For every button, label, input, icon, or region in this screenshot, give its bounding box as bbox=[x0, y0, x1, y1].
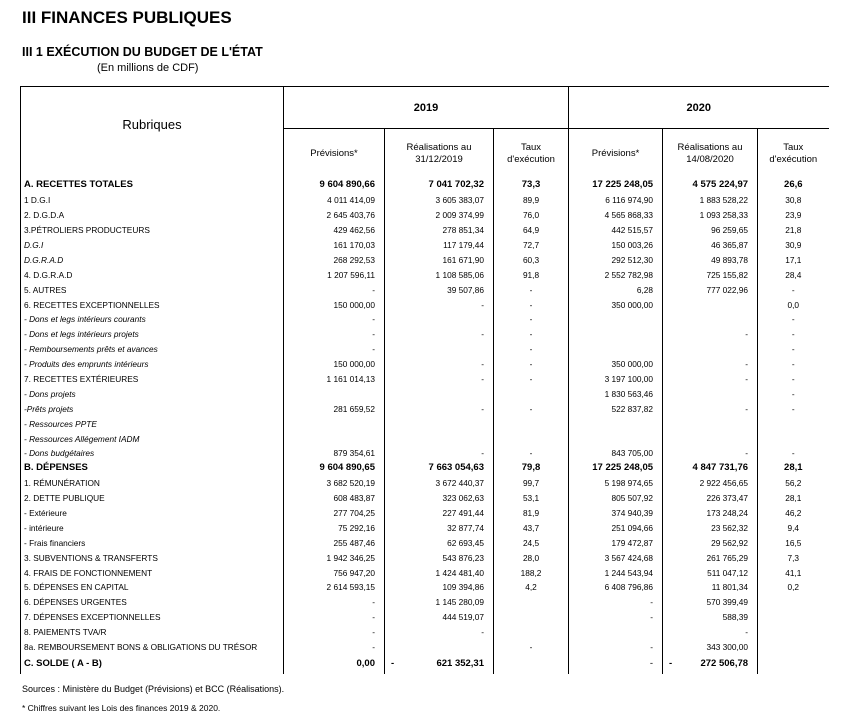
year-2020-header: 2020 bbox=[569, 87, 829, 129]
cell-t20: - bbox=[758, 327, 829, 342]
cell-r20: - bbox=[663, 327, 758, 342]
cell-r20: 23 562,32 bbox=[663, 520, 758, 535]
unit-note: (En millions de CDF) bbox=[97, 62, 199, 74]
cell-t20: 7,3 bbox=[758, 550, 829, 565]
cell-p20: 3 567 424,68 bbox=[569, 550, 663, 565]
cell-t20 bbox=[758, 431, 829, 446]
cell-r19 bbox=[385, 416, 494, 431]
cell-p19: - bbox=[284, 282, 385, 297]
cell-t20: - bbox=[758, 312, 829, 327]
cell-r20: - bbox=[663, 625, 758, 640]
cell-r19: 3 605 383,07 bbox=[385, 193, 494, 208]
cell-t20: 17,1 bbox=[758, 252, 829, 267]
total-r19-dash: - bbox=[391, 658, 395, 669]
rubriques-header: Rubriques bbox=[21, 87, 284, 179]
cell-t19: - bbox=[494, 401, 569, 416]
row-label: - Dons et legs intérieurs courants bbox=[21, 312, 284, 327]
cell-r19: 161 671,90 bbox=[385, 252, 494, 267]
cell-t20: 0,0 bbox=[758, 297, 829, 312]
cell-t20: 41,1 bbox=[758, 565, 829, 580]
table-row bbox=[21, 327, 829, 342]
cell-p19: 3 682 520,19 bbox=[284, 476, 385, 491]
total-row bbox=[21, 655, 829, 674]
cell-r20: 1 883 528,22 bbox=[663, 193, 758, 208]
cell-p19: 608 483,87 bbox=[284, 491, 385, 506]
cell-r19: - bbox=[385, 401, 494, 416]
table-row bbox=[21, 446, 829, 461]
cell-p20 bbox=[569, 327, 663, 342]
cell-t19 bbox=[494, 416, 569, 431]
cell-t20: 30,8 bbox=[758, 193, 829, 208]
row-label: 7. RECETTES EXTÉRIEURES bbox=[21, 372, 284, 387]
header-year-row bbox=[21, 87, 829, 129]
cell-p19: - bbox=[284, 342, 385, 357]
cell-p20 bbox=[569, 431, 663, 446]
table-row bbox=[21, 610, 829, 625]
cell-p19: 150 000,00 bbox=[284, 297, 385, 312]
cell-t20 bbox=[758, 625, 829, 640]
cell-r20: 96 259,65 bbox=[663, 223, 758, 238]
cell-t19: 43,7 bbox=[494, 520, 569, 535]
cell-p19: 1 161 014,13 bbox=[284, 372, 385, 387]
cell-p20: - bbox=[569, 610, 663, 625]
cell-t19: 64,9 bbox=[494, 223, 569, 238]
cell-t20: - bbox=[758, 372, 829, 387]
cell-r19: 323 062,63 bbox=[385, 491, 494, 506]
cell-p19: - bbox=[284, 640, 385, 655]
cell-r20: 46 365,87 bbox=[663, 238, 758, 253]
footnote: * Chiffres suivant les Lois des finances 2019 & 2020. bbox=[22, 703, 221, 713]
row-label: - Ressources Allégement IADM bbox=[21, 431, 284, 446]
cell-t19: - bbox=[494, 282, 569, 297]
total-r20-value: 272 506,78 bbox=[700, 658, 749, 669]
cell-p19: - bbox=[284, 625, 385, 640]
row-label: - Extérieure bbox=[21, 506, 284, 521]
cell-p20: 179 472,87 bbox=[569, 535, 663, 550]
cell-t20: - bbox=[758, 342, 829, 357]
table-row bbox=[21, 267, 829, 282]
cell-p20: 350 000,00 bbox=[569, 357, 663, 372]
cell-t20: 9,4 bbox=[758, 520, 829, 535]
row-label: A. RECETTES TOTALES bbox=[21, 178, 284, 193]
table-body bbox=[21, 178, 829, 674]
table-row bbox=[21, 297, 829, 312]
taux-2019-header: Taux d'exécution bbox=[494, 129, 569, 179]
cell-p20: 843 705,00 bbox=[569, 446, 663, 461]
total-r20 bbox=[663, 655, 758, 674]
budget-table bbox=[20, 86, 829, 674]
row-label: 6. RECETTES EXCEPTIONNELLES bbox=[21, 297, 284, 312]
row-label: 4. FRAIS DE FONCTIONNEMENT bbox=[21, 565, 284, 580]
cell-p19: - bbox=[284, 610, 385, 625]
table-row bbox=[21, 640, 829, 655]
cell-r20: 173 248,24 bbox=[663, 506, 758, 521]
total-p19: 0,00 bbox=[284, 655, 385, 674]
cell-r19: 2 009 374,99 bbox=[385, 208, 494, 223]
cell-p19: 429 462,56 bbox=[284, 223, 385, 238]
table-row bbox=[21, 625, 829, 640]
cell-r19 bbox=[385, 640, 494, 655]
cell-p20: - bbox=[569, 595, 663, 610]
cell-t19: - bbox=[494, 372, 569, 387]
cell-r19: 1 145 280,09 bbox=[385, 595, 494, 610]
row-label: 5. DÉPENSES EN CAPITAL bbox=[21, 580, 284, 595]
cell-p19: 1 942 346,25 bbox=[284, 550, 385, 565]
cell-p19: 1 207 596,11 bbox=[284, 267, 385, 282]
cell-r19: - bbox=[385, 357, 494, 372]
cell-r20 bbox=[663, 312, 758, 327]
row-label: - Dons budgétaires bbox=[21, 446, 284, 461]
cell-r19: - bbox=[385, 327, 494, 342]
cell-t19: 4,2 bbox=[494, 580, 569, 595]
cell-p20: 251 094,66 bbox=[569, 520, 663, 535]
cell-t20: - bbox=[758, 446, 829, 461]
row-label: - Remboursements prêts et avances bbox=[21, 342, 284, 357]
cell-t20: 28,1 bbox=[758, 491, 829, 506]
table-row bbox=[21, 312, 829, 327]
cell-t20: 28,4 bbox=[758, 267, 829, 282]
cell-t20 bbox=[758, 416, 829, 431]
table-row bbox=[21, 550, 829, 565]
cell-p20: 1 244 543,94 bbox=[569, 565, 663, 580]
table-row bbox=[21, 223, 829, 238]
cell-p19 bbox=[284, 416, 385, 431]
cell-p20: 6 116 974,90 bbox=[569, 193, 663, 208]
table-row bbox=[21, 178, 829, 193]
cell-r19: 32 877,74 bbox=[385, 520, 494, 535]
cell-r20: - bbox=[663, 372, 758, 387]
cell-p20: 6 408 796,86 bbox=[569, 580, 663, 595]
table-row bbox=[21, 595, 829, 610]
cell-r20: 261 765,29 bbox=[663, 550, 758, 565]
cell-t20: 30,9 bbox=[758, 238, 829, 253]
cell-r20: 343 300,00 bbox=[663, 640, 758, 655]
cell-t19: 28,0 bbox=[494, 550, 569, 565]
row-label: 5. AUTRES bbox=[21, 282, 284, 297]
year-2019-header: 2019 bbox=[284, 87, 569, 129]
cell-p19: 2 614 593,15 bbox=[284, 580, 385, 595]
cell-r19: - bbox=[385, 297, 494, 312]
cell-t19: 81,9 bbox=[494, 506, 569, 521]
cell-t19: 72,7 bbox=[494, 238, 569, 253]
cell-r20: - bbox=[663, 446, 758, 461]
cell-t19 bbox=[494, 610, 569, 625]
table-row bbox=[21, 208, 829, 223]
cell-t20: - bbox=[758, 357, 829, 372]
table-row bbox=[21, 386, 829, 401]
cell-p20: 5 198 974,65 bbox=[569, 476, 663, 491]
cell-r20: 4 847 731,76 bbox=[663, 461, 758, 476]
previsions-2020-header: Prévisions* bbox=[569, 129, 663, 179]
total-t19 bbox=[494, 655, 569, 674]
row-label: D.G.R.A.D bbox=[21, 252, 284, 267]
cell-t19: 24,5 bbox=[494, 535, 569, 550]
cell-t20: 23,9 bbox=[758, 208, 829, 223]
cell-p19: 161 170,03 bbox=[284, 238, 385, 253]
cell-r19: 278 851,34 bbox=[385, 223, 494, 238]
cell-r19 bbox=[385, 312, 494, 327]
table-row bbox=[21, 520, 829, 535]
cell-r20: 4 575 224,97 bbox=[663, 178, 758, 193]
cell-r20: - bbox=[663, 401, 758, 416]
cell-t20: - bbox=[758, 386, 829, 401]
cell-t19 bbox=[494, 595, 569, 610]
table-title: III 1 EXÉCUTION DU BUDGET DE L'ÉTAT bbox=[22, 45, 263, 59]
cell-p20: 522 837,82 bbox=[569, 401, 663, 416]
cell-t19: 188,2 bbox=[494, 565, 569, 580]
cell-r20: 777 022,96 bbox=[663, 282, 758, 297]
cell-p19: 150 000,00 bbox=[284, 357, 385, 372]
cell-r19 bbox=[385, 342, 494, 357]
cell-r19: 1 108 585,06 bbox=[385, 267, 494, 282]
cell-r19: 39 507,86 bbox=[385, 282, 494, 297]
cell-r19: 1 424 481,40 bbox=[385, 565, 494, 580]
cell-r20: 511 047,12 bbox=[663, 565, 758, 580]
cell-t19 bbox=[494, 431, 569, 446]
cell-r19: - bbox=[385, 372, 494, 387]
cell-r20: 11 801,34 bbox=[663, 580, 758, 595]
cell-r20 bbox=[663, 342, 758, 357]
previsions-2019-header: Prévisions* bbox=[284, 129, 385, 179]
cell-p19 bbox=[284, 386, 385, 401]
cell-p20: 442 515,57 bbox=[569, 223, 663, 238]
cell-r19: 117 179,44 bbox=[385, 238, 494, 253]
cell-t19: 99,7 bbox=[494, 476, 569, 491]
cell-t20: 16,5 bbox=[758, 535, 829, 550]
cell-r19: 109 394,86 bbox=[385, 580, 494, 595]
table-row bbox=[21, 372, 829, 387]
cell-r20: 49 893,78 bbox=[663, 252, 758, 267]
cell-t20: - bbox=[758, 401, 829, 416]
cell-p20: 6,28 bbox=[569, 282, 663, 297]
cell-r19 bbox=[385, 386, 494, 401]
row-label: - Produits des emprunts intérieurs bbox=[21, 357, 284, 372]
cell-r20 bbox=[663, 297, 758, 312]
cell-r20: 29 562,92 bbox=[663, 535, 758, 550]
cell-t20 bbox=[758, 610, 829, 625]
cell-r20: 2 922 456,65 bbox=[663, 476, 758, 491]
row-label: 8a. REMBOURSEMENT BONS & OBLIGATIONS DU TRÉSOR bbox=[21, 640, 284, 655]
cell-p19: 268 292,53 bbox=[284, 252, 385, 267]
cell-t20: 56,2 bbox=[758, 476, 829, 491]
cell-t20 bbox=[758, 595, 829, 610]
row-label: - intérieure bbox=[21, 520, 284, 535]
row-label: 7. DÉPENSES EXCEPTIONNELLES bbox=[21, 610, 284, 625]
cell-t19: - bbox=[494, 297, 569, 312]
table-row bbox=[21, 193, 829, 208]
cell-t19: - bbox=[494, 327, 569, 342]
cell-r20: 226 373,47 bbox=[663, 491, 758, 506]
table-row bbox=[21, 476, 829, 491]
cell-t19 bbox=[494, 625, 569, 640]
cell-r19: 7 663 054,63 bbox=[385, 461, 494, 476]
row-label: 3.PÉTROLIERS PRODUCTEURS bbox=[21, 223, 284, 238]
cell-t19: 79,8 bbox=[494, 461, 569, 476]
cell-p19: - bbox=[284, 312, 385, 327]
cell-r19: 227 491,44 bbox=[385, 506, 494, 521]
cell-t20: 46,2 bbox=[758, 506, 829, 521]
cell-t19: 73,3 bbox=[494, 178, 569, 193]
row-label: - Frais financiers bbox=[21, 535, 284, 550]
cell-p19: 9 604 890,66 bbox=[284, 178, 385, 193]
cell-p19: 75 292,16 bbox=[284, 520, 385, 535]
cell-r20: 725 155,82 bbox=[663, 267, 758, 282]
sources-note: Sources : Ministère du Budget (Prévisions) et BCC (Réalisations). bbox=[22, 684, 285, 694]
realisations-2020-header: Réalisations au 14/08/2020 bbox=[663, 129, 758, 179]
cell-t19: - bbox=[494, 446, 569, 461]
cell-p19: - bbox=[284, 327, 385, 342]
table-row bbox=[21, 357, 829, 372]
cell-t20: 28,1 bbox=[758, 461, 829, 476]
cell-p20: 17 225 248,05 bbox=[569, 178, 663, 193]
cell-p20: 292 512,30 bbox=[569, 252, 663, 267]
cell-p19: 756 947,20 bbox=[284, 565, 385, 580]
cell-r20: 570 399,49 bbox=[663, 595, 758, 610]
row-label: B. DÉPENSES bbox=[21, 461, 284, 476]
cell-p19: 277 704,25 bbox=[284, 506, 385, 521]
cell-t19: - bbox=[494, 357, 569, 372]
section-title: III FINANCES PUBLIQUES bbox=[22, 8, 232, 27]
cell-p20: 150 003,26 bbox=[569, 238, 663, 253]
cell-t19: - bbox=[494, 640, 569, 655]
cell-p20 bbox=[569, 342, 663, 357]
cell-r19: - bbox=[385, 625, 494, 640]
table-row bbox=[21, 416, 829, 431]
cell-t19: 53,1 bbox=[494, 491, 569, 506]
total-r19-value: 621 352,31 bbox=[436, 658, 484, 669]
cell-p20 bbox=[569, 312, 663, 327]
table-row bbox=[21, 535, 829, 550]
table-row bbox=[21, 491, 829, 506]
cell-p19: 281 659,52 bbox=[284, 401, 385, 416]
table-row bbox=[21, 238, 829, 253]
cell-p20: 350 000,00 bbox=[569, 297, 663, 312]
row-label: 2. D.G.D.A bbox=[21, 208, 284, 223]
cell-p20: 1 830 563,46 bbox=[569, 386, 663, 401]
cell-r19: 7 041 702,32 bbox=[385, 178, 494, 193]
cell-r19: 543 876,23 bbox=[385, 550, 494, 565]
cell-p19: 9 604 890,65 bbox=[284, 461, 385, 476]
cell-r20: 1 093 258,33 bbox=[663, 208, 758, 223]
table-row bbox=[21, 565, 829, 580]
cell-t19: - bbox=[494, 342, 569, 357]
row-label: 8. PAIEMENTS TVA/R bbox=[21, 625, 284, 640]
cell-p19: - bbox=[284, 595, 385, 610]
total-label: C. SOLDE ( A - B) bbox=[21, 655, 284, 674]
cell-p20: 3 197 100,00 bbox=[569, 372, 663, 387]
cell-t19: 60,3 bbox=[494, 252, 569, 267]
row-label: 3. SUBVENTIONS & TRANSFERTS bbox=[21, 550, 284, 565]
cell-p20: 17 225 248,05 bbox=[569, 461, 663, 476]
table-row bbox=[21, 461, 829, 476]
cell-p20: 374 940,39 bbox=[569, 506, 663, 521]
row-label: D.G.I bbox=[21, 238, 284, 253]
cell-r19 bbox=[385, 431, 494, 446]
row-label: 6. DÉPENSES URGENTES bbox=[21, 595, 284, 610]
cell-t19: - bbox=[494, 312, 569, 327]
cell-p20 bbox=[569, 625, 663, 640]
cell-t20: 0,2 bbox=[758, 580, 829, 595]
cell-p20: 805 507,92 bbox=[569, 491, 663, 506]
cell-t19: 91,8 bbox=[494, 267, 569, 282]
row-label: 2. DETTE PUBLIQUE bbox=[21, 491, 284, 506]
cell-r20: 588,39 bbox=[663, 610, 758, 625]
table-row bbox=[21, 252, 829, 267]
cell-p19 bbox=[284, 431, 385, 446]
cell-r20 bbox=[663, 416, 758, 431]
total-t20 bbox=[758, 655, 829, 674]
cell-p20: - bbox=[569, 640, 663, 655]
cell-p19: 4 011 414,09 bbox=[284, 193, 385, 208]
cell-r19: 3 672 440,37 bbox=[385, 476, 494, 491]
row-label: 4. D.G.R.A.D bbox=[21, 267, 284, 282]
row-label: 1 D.G.I bbox=[21, 193, 284, 208]
cell-t19: 76,0 bbox=[494, 208, 569, 223]
cell-t20: 26,6 bbox=[758, 178, 829, 193]
cell-r19: 62 693,45 bbox=[385, 535, 494, 550]
table-row bbox=[21, 342, 829, 357]
cell-p20: 2 552 782,98 bbox=[569, 267, 663, 282]
cell-p19: 879 354,61 bbox=[284, 446, 385, 461]
cell-r19: - bbox=[385, 446, 494, 461]
cell-p20: 4 565 868,33 bbox=[569, 208, 663, 223]
table-row bbox=[21, 431, 829, 446]
total-r19 bbox=[385, 655, 494, 674]
row-label: - Dons et legs intérieurs projets bbox=[21, 327, 284, 342]
row-label: 1. RÉMUNÉRATION bbox=[21, 476, 284, 491]
taux-2020-header: Taux d'exécution bbox=[758, 129, 829, 179]
cell-t19: 89,9 bbox=[494, 193, 569, 208]
cell-p19: 2 645 403,76 bbox=[284, 208, 385, 223]
cell-t19 bbox=[494, 386, 569, 401]
row-label: -Prêts projets bbox=[21, 401, 284, 416]
total-r20-dash: - bbox=[669, 658, 673, 669]
cell-t20 bbox=[758, 640, 829, 655]
table-row bbox=[21, 506, 829, 521]
total-p20: - bbox=[569, 655, 663, 674]
table-row bbox=[21, 580, 829, 595]
cell-t20: - bbox=[758, 282, 829, 297]
cell-r20 bbox=[663, 386, 758, 401]
cell-p19: 255 487,46 bbox=[284, 535, 385, 550]
table-row bbox=[21, 401, 829, 416]
table-row bbox=[21, 282, 829, 297]
cell-t20: 21,8 bbox=[758, 223, 829, 238]
cell-r20 bbox=[663, 431, 758, 446]
cell-r19: 444 519,07 bbox=[385, 610, 494, 625]
realisations-2019-header: Réalisations au 31/12/2019 bbox=[385, 129, 494, 179]
cell-p20 bbox=[569, 416, 663, 431]
cell-r20: - bbox=[663, 357, 758, 372]
row-label: - Dons projets bbox=[21, 386, 284, 401]
row-label: - Ressources PPTE bbox=[21, 416, 284, 431]
